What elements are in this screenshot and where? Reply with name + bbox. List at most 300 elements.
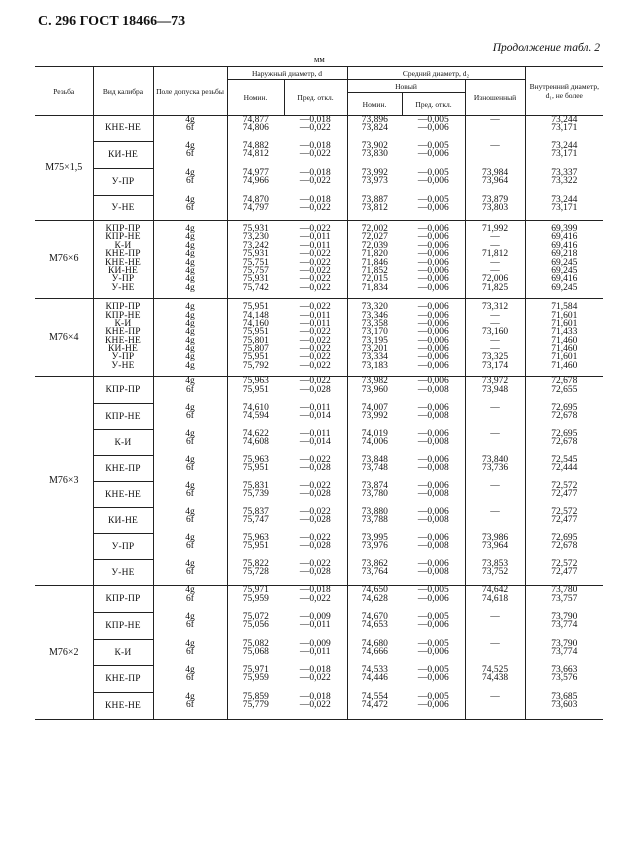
gauge-type (93, 116, 153, 142)
outer-deviation-value: —0,022 (299, 673, 331, 684)
middle-nominal (347, 299, 402, 377)
tolerance-field-value: 4g (185, 558, 195, 569)
outer-nominal-value: 74,594 (242, 411, 269, 422)
outer-deviation-value: —0,022 (299, 282, 331, 293)
table-row (35, 560, 603, 586)
thread-gauge-table (35, 66, 603, 720)
middle-worn-value: 73,736 (481, 463, 509, 474)
tolerance-field-value: 4g (185, 344, 195, 355)
inner-diameter-value: 71,601 (551, 318, 578, 329)
inner-diameter (525, 666, 603, 693)
outer-deviation-value: —0,022 (299, 376, 331, 387)
outer-nominal (227, 196, 284, 221)
table-body (35, 116, 603, 720)
tolerance-field-value: 4g (185, 506, 195, 517)
tolerance-field-value: 4g (185, 335, 195, 346)
inner-diameter (525, 693, 603, 720)
outer-nominal-value: 75,951 (242, 463, 269, 474)
inner-diameter-value: 72,572 (551, 506, 578, 517)
middle-nominal-value: 73,183 (361, 360, 388, 371)
tolerance-field-value: 6f (186, 148, 194, 159)
middle-nominal (347, 666, 402, 693)
middle-nominal (347, 508, 402, 534)
table-row (35, 693, 603, 720)
inner-diameter-value: 71,460 (551, 360, 578, 371)
middle-nominal-value: 74,650 (361, 585, 388, 596)
outer-deviation-value: —0,022 (299, 480, 331, 491)
middle-worn (465, 116, 525, 142)
gauge-type-value: КИ-НЕ (107, 515, 139, 526)
middle-worn-value: 73,160 (481, 327, 509, 338)
outer-deviation-value: —0,014 (299, 411, 331, 422)
gauge-type-value: КНЕ-НЕ (104, 257, 142, 268)
tolerance-field-value: 4g (185, 638, 195, 649)
middle-deviation (402, 196, 465, 221)
middle-deviation-value: —0,005 (417, 194, 449, 205)
middle-deviation-value: —0,008 (417, 567, 449, 578)
inner-diameter (525, 169, 603, 196)
thread-designation: M76×6 (35, 221, 93, 299)
middle-deviation (402, 116, 465, 142)
middle-deviation-value: —0,006 (417, 454, 449, 465)
outer-deviation (284, 169, 347, 196)
middle-deviation (402, 142, 465, 169)
table-row (35, 456, 603, 482)
outer-nominal-value: 75,807 (242, 344, 269, 355)
middle-deviation (402, 456, 465, 482)
middle-worn-value: — (490, 240, 500, 251)
table-continuation-label: Продолжение табл. 2 (492, 42, 600, 54)
outer-nominal (227, 534, 284, 560)
middle-nominal-value: 73,780 (361, 489, 388, 500)
outer-deviation (284, 534, 347, 560)
middle-deviation-value: —0,008 (417, 384, 449, 395)
middle-deviation-value: —0,005 (417, 167, 449, 178)
gauge-type (93, 299, 153, 377)
middle-nominal (347, 221, 402, 299)
inner-diameter-value: 71,601 (551, 352, 578, 363)
gauge-type-value: КНЕ-ПР (105, 463, 141, 474)
tolerance-field-value: 4g (185, 532, 195, 543)
gauge-type (93, 169, 153, 196)
outer-deviation (284, 299, 347, 377)
outer-nominal (227, 116, 284, 142)
table-row (35, 640, 603, 666)
inner-diameter-value: 71,601 (551, 310, 578, 321)
outer-deviation-value: —0,009 (299, 611, 331, 622)
middle-worn-value: — (490, 257, 500, 268)
tolerance-field-value: 4g (185, 611, 195, 622)
middle-worn-value: 71,992 (481, 224, 509, 234)
middle-worn (465, 560, 525, 586)
middle-nominal (347, 586, 402, 613)
outer-nominal (227, 640, 284, 666)
outer-nominal-value: 73,242 (242, 240, 269, 251)
outer-deviation (284, 640, 347, 666)
middle-nominal-value: 71,852 (361, 265, 388, 276)
middle-deviation-value: —0,006 (417, 428, 449, 439)
middle-worn (465, 299, 525, 377)
outer-nominal-value: 74,797 (242, 202, 269, 213)
tolerance-field (153, 456, 227, 482)
middle-nominal-value: 73,346 (361, 310, 388, 321)
middle-deviation-value: —0,006 (417, 360, 449, 371)
middle-worn-value: 74,438 (481, 673, 509, 684)
gauge-type-value: КПР-НЕ (105, 411, 141, 422)
gauge-type-value: У-НЕ (111, 567, 135, 578)
middle-worn-value: — (490, 232, 500, 243)
middle-nominal (347, 613, 402, 640)
middle-nominal-value: 73,848 (361, 454, 388, 465)
outer-nominal-value: 75,951 (242, 352, 269, 363)
middle-worn-value: — (490, 428, 500, 439)
middle-deviation-value: —0,005 (417, 611, 449, 622)
middle-deviation-value: —0,008 (417, 541, 449, 552)
tolerance-field (153, 377, 227, 404)
middle-deviation (402, 666, 465, 693)
middle-deviation-value: —0,006 (417, 620, 449, 631)
gauge-type-value: У-ПР (111, 176, 135, 187)
outer-nominal-value: 75,963 (242, 532, 269, 543)
outer-deviation (284, 666, 347, 693)
inner-diameter-value: 71,460 (551, 344, 578, 355)
outer-deviation-value: —0,022 (299, 249, 331, 260)
outer-nominal-value: 75,971 (242, 664, 269, 675)
middle-worn-value: — (490, 638, 500, 649)
inner-diameter-value: 72,477 (551, 489, 578, 500)
outer-nominal-value: 75,831 (242, 480, 269, 491)
tolerance-field-value: 6f (186, 700, 194, 711)
middle-deviation (402, 482, 465, 508)
middle-deviation (402, 377, 465, 404)
middle-deviation-value: —0,005 (417, 691, 449, 702)
gauge-type-value: КНЕ-НЕ (104, 701, 142, 712)
middle-nominal-value: 73,824 (361, 123, 388, 134)
inner-diameter (525, 430, 603, 456)
outer-nominal-value: 75,959 (242, 593, 269, 604)
inner-diameter-value: 72,477 (551, 515, 578, 526)
middle-worn-value: 73,853 (481, 558, 509, 569)
outer-nominal-value: 75,951 (242, 384, 269, 395)
middle-deviation (402, 534, 465, 560)
outer-deviation (284, 404, 347, 430)
middle-deviation-value: —0,006 (417, 148, 449, 159)
inner-diameter-value: 73,774 (551, 620, 578, 631)
middle-worn (465, 430, 525, 456)
inner-diameter-value: 73,663 (551, 664, 578, 675)
middle-deviation-value: —0,006 (417, 532, 449, 543)
outer-deviation-value: —0,022 (299, 352, 331, 363)
tolerance-field-value: 4g (185, 249, 195, 260)
middle-deviation-value: —0,006 (417, 175, 449, 186)
outer-deviation (284, 560, 347, 586)
inner-diameter-value: 69,416 (551, 232, 578, 243)
middle-worn-value: 74,525 (481, 664, 509, 675)
outer-deviation (284, 456, 347, 482)
tolerance-field-value: 4g (185, 115, 195, 125)
outer-nominal (227, 613, 284, 640)
middle-nominal-value: 73,748 (361, 463, 388, 474)
inner-diameter-value: 73,322 (551, 175, 578, 186)
middle-deviation-value: —0,005 (417, 115, 449, 125)
tolerance-field-value: 4g (185, 240, 195, 251)
inner-diameter-value: 69,245 (551, 265, 578, 276)
middle-deviation-value: —0,006 (417, 352, 449, 363)
middle-worn-value: 74,618 (481, 593, 509, 604)
middle-deviation (402, 404, 465, 430)
unit-label: мм (314, 54, 325, 64)
col-middle-dev: Пред. откл. (402, 93, 465, 116)
gauge-type (93, 586, 153, 613)
middle-nominal-value: 73,880 (361, 506, 388, 517)
col-middle-nom: Номин. (347, 93, 402, 116)
middle-nominal-value: 74,007 (361, 402, 388, 413)
gauge-type (93, 221, 153, 299)
tolerance-field (153, 560, 227, 586)
middle-deviation-value: —0,006 (417, 558, 449, 569)
gauge-type-value: КНЕ-НЕ (104, 123, 142, 134)
inner-diameter (525, 404, 603, 430)
gauge-type-value: У-ПР (111, 274, 135, 285)
gauge-type (93, 404, 153, 430)
outer-deviation-value: —0,018 (299, 194, 331, 205)
middle-nominal-value: 73,982 (361, 376, 388, 387)
outer-deviation-value: —0,018 (299, 664, 331, 675)
tolerance-field (153, 169, 227, 196)
middle-nominal-value: 74,680 (361, 638, 388, 649)
tolerance-field-value: 4g (185, 428, 195, 439)
gauge-type (93, 640, 153, 666)
tolerance-field (153, 116, 227, 142)
gauge-type-value: К-И (114, 437, 132, 448)
outer-deviation (284, 377, 347, 404)
tolerance-field-value: 4g (185, 302, 195, 313)
middle-deviation-value: —0,006 (417, 506, 449, 517)
middle-nominal-value: 74,554 (361, 691, 388, 702)
outer-deviation (284, 196, 347, 221)
tolerance-field-value: 4g (185, 232, 195, 243)
middle-worn-value: 72,006 (481, 274, 509, 285)
outer-deviation-value: —0,009 (299, 638, 331, 649)
middle-worn (465, 534, 525, 560)
middle-nominal-value: 73,812 (361, 202, 388, 213)
middle-nominal-value: 74,670 (361, 611, 388, 622)
outer-nominal-value: 74,160 (242, 318, 269, 329)
inner-diameter-value: 72,572 (551, 558, 578, 569)
tolerance-field-value: 6f (186, 384, 194, 395)
outer-deviation-value: —0,022 (299, 265, 331, 276)
outer-deviation (284, 693, 347, 720)
middle-worn-value: — (490, 115, 500, 125)
gauge-type-value: КПР-ПР (105, 224, 141, 234)
outer-deviation-value: —0,011 (299, 428, 331, 439)
outer-nominal-value: 75,959 (242, 673, 269, 684)
outer-nominal-value: 74,870 (242, 194, 269, 205)
outer-nominal-value: 74,877 (242, 115, 269, 125)
col-outer-dev: Пред. откл. (284, 80, 347, 116)
outer-nominal-value: 75,068 (242, 647, 269, 658)
gauge-type-value: КПР-ПР (105, 385, 141, 396)
tolerance-field-value: 4g (185, 274, 195, 285)
middle-worn (465, 377, 525, 404)
col-outer-diameter: Наружный диаметр, d (227, 67, 347, 80)
middle-deviation-value: —0,006 (417, 327, 449, 338)
outer-deviation-value: —0,022 (299, 202, 331, 213)
middle-deviation-value: —0,006 (417, 310, 449, 321)
gauge-type-value: КПР-НЕ (105, 232, 141, 243)
inner-diameter-value: 73,337 (551, 167, 578, 178)
inner-diameter-value: 73,603 (551, 700, 578, 711)
inner-diameter-value: 72,444 (551, 463, 578, 474)
outer-deviation-value: —0,028 (299, 463, 331, 474)
gauge-type-value: У-НЕ (111, 360, 135, 371)
table-row (35, 534, 603, 560)
tolerance-field-value: 4g (185, 402, 195, 413)
middle-worn-value: 73,325 (481, 352, 509, 363)
middle-deviation-value: —0,006 (417, 480, 449, 491)
gauge-type-value: КИ-НЕ (107, 344, 139, 355)
tolerance-field-value: 4g (185, 224, 195, 234)
outer-nominal (227, 404, 284, 430)
middle-deviation-value: —0,006 (417, 224, 449, 234)
inner-diameter-value: 73,576 (551, 673, 578, 684)
outer-deviation-value: —0,022 (299, 558, 331, 569)
middle-worn-value: — (490, 480, 500, 491)
col-gauge: Вид калибра (93, 67, 153, 116)
inner-diameter-value: 71,460 (551, 335, 578, 346)
middle-nominal-value: 72,002 (361, 224, 388, 234)
middle-deviation (402, 508, 465, 534)
middle-deviation-value: —0,006 (417, 265, 449, 276)
middle-worn-value: 73,984 (481, 167, 509, 178)
middle-nominal (347, 142, 402, 169)
inner-diameter-value: 73,757 (551, 593, 578, 604)
middle-deviation-value: —0,008 (417, 489, 449, 500)
table-row (35, 221, 603, 299)
thread-designation: M75×1,5 (35, 116, 93, 221)
gauge-type-value: У-НЕ (111, 282, 135, 293)
inner-diameter-value: 69,416 (551, 274, 578, 285)
middle-deviation-value: —0,006 (417, 202, 449, 213)
outer-deviation (284, 430, 347, 456)
outer-deviation-value: —0,022 (299, 148, 331, 159)
inner-diameter (525, 299, 603, 377)
middle-nominal-value: 71,846 (361, 257, 388, 268)
middle-nominal-value: 74,653 (361, 620, 388, 631)
tolerance-field (153, 693, 227, 720)
middle-worn-value: 73,948 (481, 384, 509, 395)
gauge-type (93, 196, 153, 221)
gauge-type (93, 482, 153, 508)
outer-nominal (227, 456, 284, 482)
tolerance-field-value: 6f (186, 437, 194, 448)
outer-nominal-value: 75,951 (242, 327, 269, 338)
outer-deviation (284, 613, 347, 640)
gauge-type-value: У-НЕ (111, 202, 135, 213)
tolerance-field-value: 4g (185, 318, 195, 329)
middle-worn (465, 456, 525, 482)
gauge-type-value: КНЕ-НЕ (104, 335, 142, 346)
outer-deviation-value: —0,022 (299, 257, 331, 268)
middle-deviation-value: —0,006 (417, 318, 449, 329)
middle-worn (465, 404, 525, 430)
tolerance-field-value: 6f (186, 620, 194, 631)
middle-deviation-value: —0,006 (417, 402, 449, 413)
thread-designation: M76×4 (35, 299, 93, 377)
inner-diameter-value: 69,218 (551, 249, 578, 260)
inner-diameter-value: 73,685 (551, 691, 578, 702)
outer-nominal-value: 75,859 (242, 691, 269, 702)
middle-deviation-value: —0,006 (417, 376, 449, 387)
middle-deviation-value: —0,005 (417, 585, 449, 596)
tolerance-field-value: 4g (185, 664, 195, 675)
middle-worn (465, 508, 525, 534)
middle-nominal-value: 73,973 (361, 175, 388, 186)
table-row (35, 430, 603, 456)
middle-deviation-value: —0,006 (417, 335, 449, 346)
middle-deviation-value: —0,006 (417, 249, 449, 260)
table-row (35, 196, 603, 221)
middle-nominal-value: 73,887 (361, 194, 388, 205)
middle-deviation (402, 693, 465, 720)
outer-deviation-value: —0,011 (299, 402, 331, 413)
middle-nominal (347, 430, 402, 456)
middle-deviation-value: —0,008 (417, 437, 449, 448)
outer-nominal-value: 75,742 (242, 282, 269, 293)
col-middle-diameter: Средний диаметр, d₂ (347, 67, 525, 80)
middle-nominal (347, 116, 402, 142)
outer-nominal-value: 74,622 (242, 428, 269, 439)
outer-deviation-value: —0,011 (299, 240, 331, 251)
middle-deviation (402, 299, 465, 377)
tolerance-field (153, 430, 227, 456)
gauge-type-value: КНЕ-ПР (105, 249, 141, 260)
middle-nominal-value: 71,820 (361, 249, 388, 260)
outer-deviation-value: —0,022 (299, 532, 331, 543)
gauge-type-value: КПР-ПР (105, 594, 141, 605)
middle-worn-value: 74,642 (481, 585, 509, 596)
middle-worn (465, 142, 525, 169)
middle-deviation-value: —0,006 (417, 647, 449, 658)
inner-diameter (525, 613, 603, 640)
middle-nominal-value: 73,960 (361, 384, 388, 395)
middle-nominal (347, 377, 402, 404)
table-row (35, 169, 603, 196)
middle-nominal (347, 693, 402, 720)
gauge-type (93, 142, 153, 169)
tolerance-field (153, 142, 227, 169)
middle-deviation-value: —0,005 (417, 140, 449, 151)
middle-worn-value: 71,825 (481, 282, 509, 293)
inner-diameter (525, 377, 603, 404)
outer-nominal (227, 142, 284, 169)
tolerance-field-value: 6f (186, 647, 194, 658)
middle-nominal-value: 74,019 (361, 428, 388, 439)
outer-nominal-value: 75,951 (242, 302, 269, 313)
middle-nominal-value: 73,334 (361, 352, 388, 363)
tolerance-field-value: 6f (186, 123, 194, 134)
inner-diameter-value: 73,171 (551, 123, 578, 134)
middle-nominal-value: 72,027 (361, 232, 388, 243)
middle-nominal (347, 404, 402, 430)
outer-nominal (227, 299, 284, 377)
gauge-type-value: КПР-НЕ (105, 310, 141, 321)
middle-nominal-value: 74,472 (361, 700, 388, 711)
outer-nominal-value: 75,931 (242, 274, 269, 285)
gauge-type (93, 666, 153, 693)
middle-nominal (347, 482, 402, 508)
gauge-type (93, 613, 153, 640)
